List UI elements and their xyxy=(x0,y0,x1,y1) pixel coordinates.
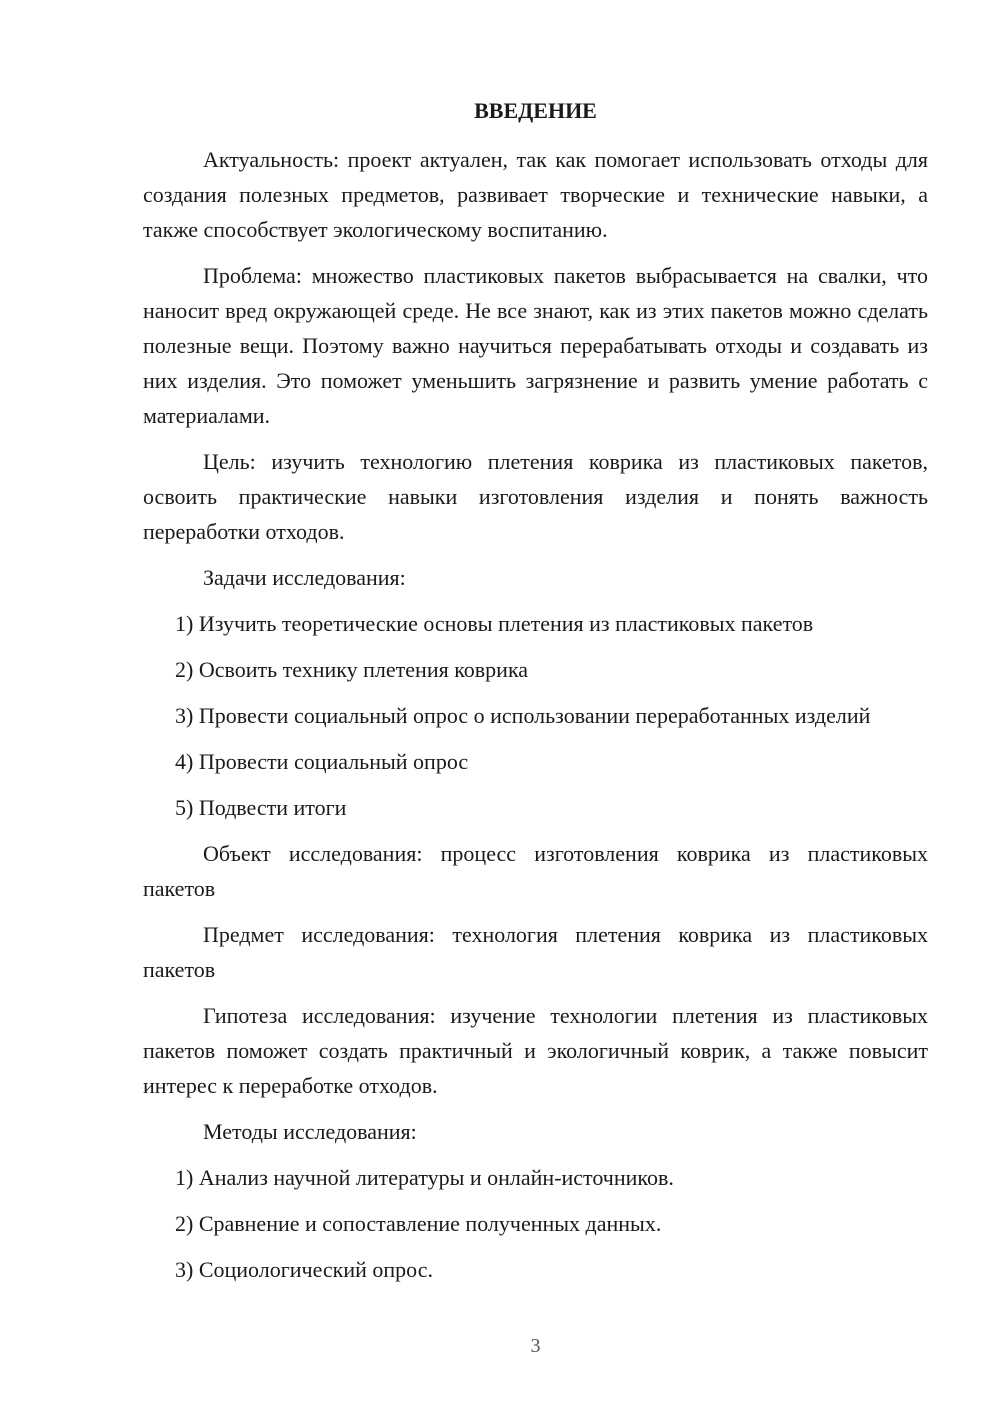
paragraph-relevance: Актуальность: проект актуален, так как помогает использовать отходы для создания полезных предметов, развивает творческие и технические навыки, а также способствует экологическому воспитанию. xyxy=(143,147,928,242)
task-item: 1) Изучить теоретические основы плетения из пластиковых пакетов xyxy=(175,611,814,636)
task-item: 5) Подвести итоги xyxy=(175,795,347,820)
task-item: 2) Освоить технику плетения коврика xyxy=(175,657,529,682)
page-title: ВВЕДЕНИЕ xyxy=(474,98,597,123)
task-item: 3) Провести социальный опрос о использовании переработанных изделий xyxy=(175,703,871,728)
method-item: 3) Социологический опрос. xyxy=(175,1257,433,1282)
paragraph-subject: Предмет исследования: технология плетения коврика из пластиковых пакетов xyxy=(143,922,928,982)
document-body xyxy=(143,142,928,1298)
task-item: 4) Провести социальный опрос xyxy=(175,749,469,774)
document-page xyxy=(143,0,928,1414)
paragraph-goal: Цель: изучить технологию плетения коврика из пластиковых пакетов, освоить практические навыки изготовления изделия и понять важность переработки отходов. xyxy=(143,449,928,544)
method-item: 2) Сравнение и сопоставление полученных данных. xyxy=(175,1211,662,1236)
paragraph-hypothesis: Гипотеза исследования: изучение технологии плетения из пластиковых пакетов поможет создать практичный и экологичный коврик, а также повысит интерес к переработке отходов. xyxy=(143,1003,928,1098)
method-item: 1) Анализ научной литературы и онлайн-источников. xyxy=(175,1165,674,1190)
paragraph-object: Объект исследования: процесс изготовления коврика из пластиковых пакетов xyxy=(143,841,928,901)
page-number: 3 xyxy=(530,1335,541,1357)
methods-heading: Методы исследования: xyxy=(203,1119,417,1144)
tasks-heading: Задачи исследования: xyxy=(203,565,406,590)
paragraph-problem: Проблема: множество пластиковых пакетов выбрасывается на свалки, что наносит вред окружающей среде. Не все знают, как из этих пакетов можно сделать полезные вещи. Поэтому важно научиться перерабатывать отходы и создавать из них изделия. Это поможет уменьшить загрязнение и развить умение работать с материалами. xyxy=(143,263,928,428)
